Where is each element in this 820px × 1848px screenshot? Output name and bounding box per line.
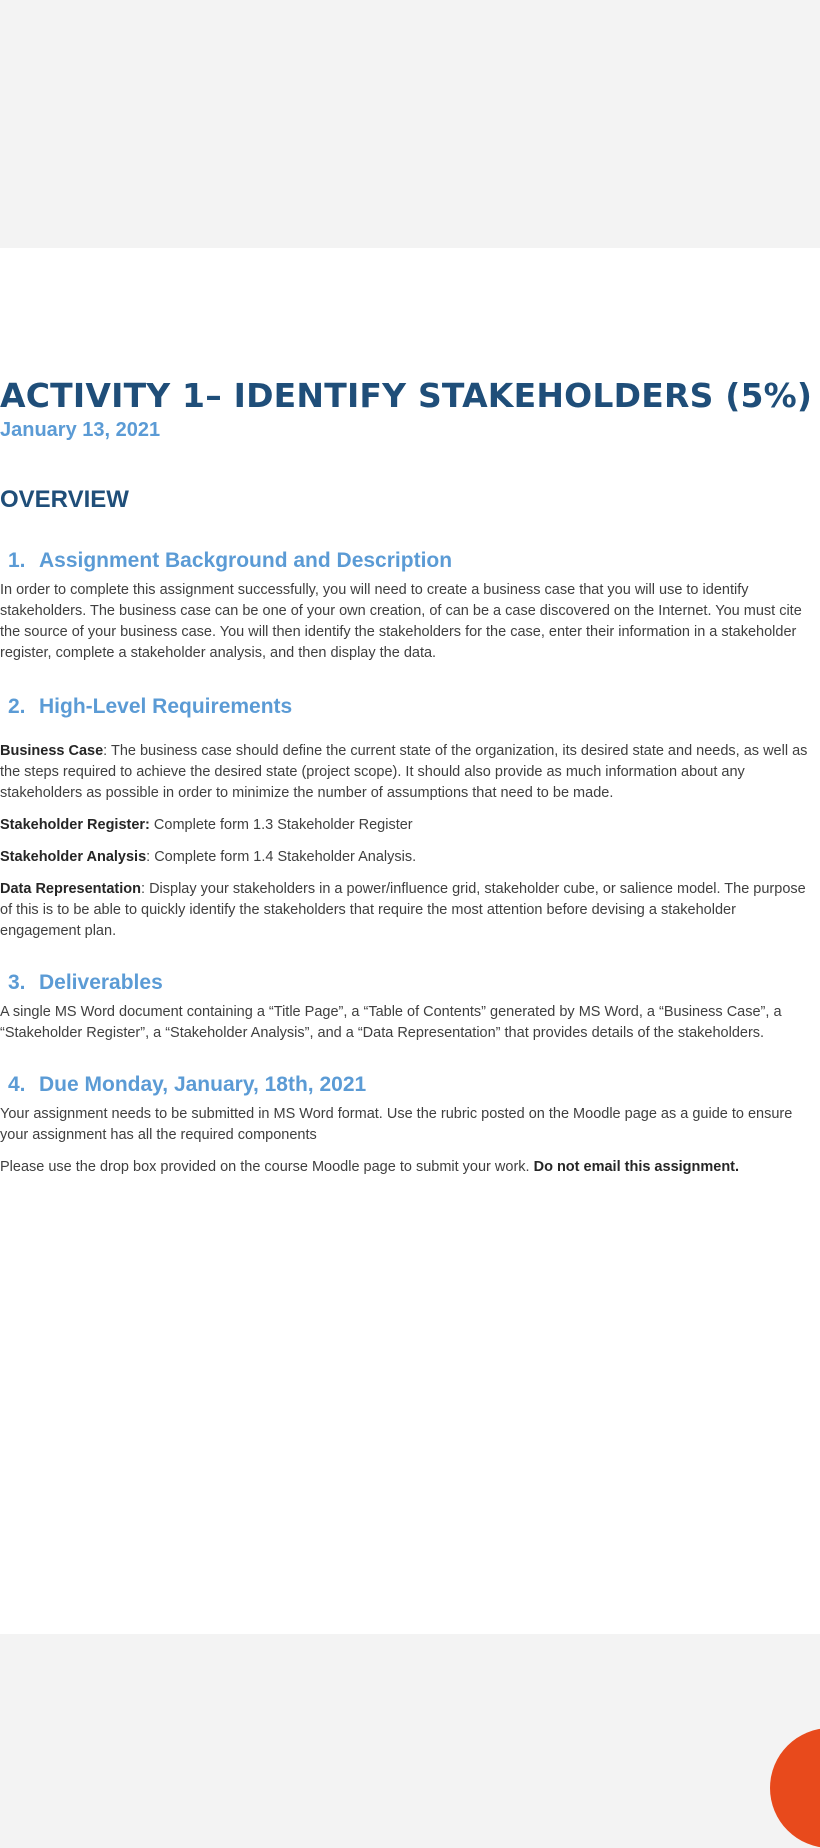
requirement-stakeholder-analysis (0, 847, 820, 868)
paragraph-text: Please use the drop box provided on the course Moodle page to submit your work. (0, 1159, 534, 1175)
paragraph-text: Your assignment needs to be submitted in MS Word format. Use the rubric posted on the Moodle page as a guide to ensure your assignment has all the required components (0, 1106, 793, 1143)
section-title: Assignment Background and Description (39, 549, 453, 572)
section-number: 4. (8, 1073, 26, 1096)
requirement-data-representation (0, 879, 820, 942)
requirement-label: Stakeholder Analysis (0, 849, 147, 865)
section-title: High-Level Requirements (39, 695, 293, 718)
requirement-text: : The business case should define the current state of the organization, its desired state and needs, as well as the steps required to achieve the desired state (project scope). It should also provide as much information about any stakeholders as possible in order to minimize the number of assumptions that need to be made. (0, 743, 808, 801)
section-title: Deliverables (39, 971, 163, 994)
corner-action-circle[interactable] (770, 1728, 820, 1848)
requirement-text: Complete form 1.3 Stakeholder Register (149, 817, 413, 833)
requirement-text: : Display your stakeholders in a power/influence grid, stakeholder cube, or salience model. The purpose of this is to be able to quickly identify the stakeholders that require the most attention before devising a stakeholder engagement plan. (0, 881, 806, 939)
section-number: 1. (8, 549, 26, 572)
document-content (0, 376, 820, 1178)
section-due-date (0, 1072, 820, 1178)
section-title: Due Monday, January, 18th, 2021 (39, 1073, 367, 1096)
document-page (0, 248, 820, 1634)
requirement-label: Stakeholder Register: (0, 817, 150, 833)
section-number: 2. (8, 695, 26, 718)
email-warning: Do not email this assignment. (533, 1159, 740, 1175)
section-paragraph (0, 1157, 820, 1178)
section-paragraph (0, 580, 820, 664)
requirement-label: Data Representation (0, 881, 142, 897)
section-background (0, 548, 820, 664)
document-date: January 13, 2021 (0, 419, 161, 441)
overview-heading: OVERVIEW (0, 486, 129, 513)
section-heading (0, 1072, 820, 1098)
section-number: 3. (8, 971, 26, 994)
requirement-text: : Complete form 1.4 Stakeholder Analysis. (146, 849, 417, 865)
section-heading (0, 694, 820, 720)
section-heading (0, 548, 820, 574)
requirement-stakeholder-register (0, 815, 820, 836)
requirement-business-case (0, 741, 820, 804)
section-requirements (0, 694, 820, 942)
section-paragraph (0, 1104, 820, 1146)
section-heading (0, 970, 820, 996)
paragraph-text: A single MS Word document containing a “Title Page”, a “Table of Contents” generated by MS Word, a “Business Case”, a “Stakeholder Register”, a “Stakeholder Analysis”, and a “Data Representation” that provides details of the stakeholders. (0, 1004, 782, 1041)
section-paragraph (0, 1002, 820, 1044)
page-title: ACTIVITY 1– IDENTIFY STAKEHOLDERS (5%) (0, 376, 813, 415)
section-deliverables (0, 970, 820, 1044)
paragraph-text: In order to complete this assignment successfully, you will need to create a business case that you will use to identify stakeholders. The business case can be one of your own creation, of can be a case discovered on the Internet. You must cite the source of your business case. You will then identify the stakeholders for the case, enter their information in a stakeholder register, complete a stakeholder analysis, and then display the data. (0, 582, 802, 661)
requirement-label: Business Case (0, 743, 104, 759)
